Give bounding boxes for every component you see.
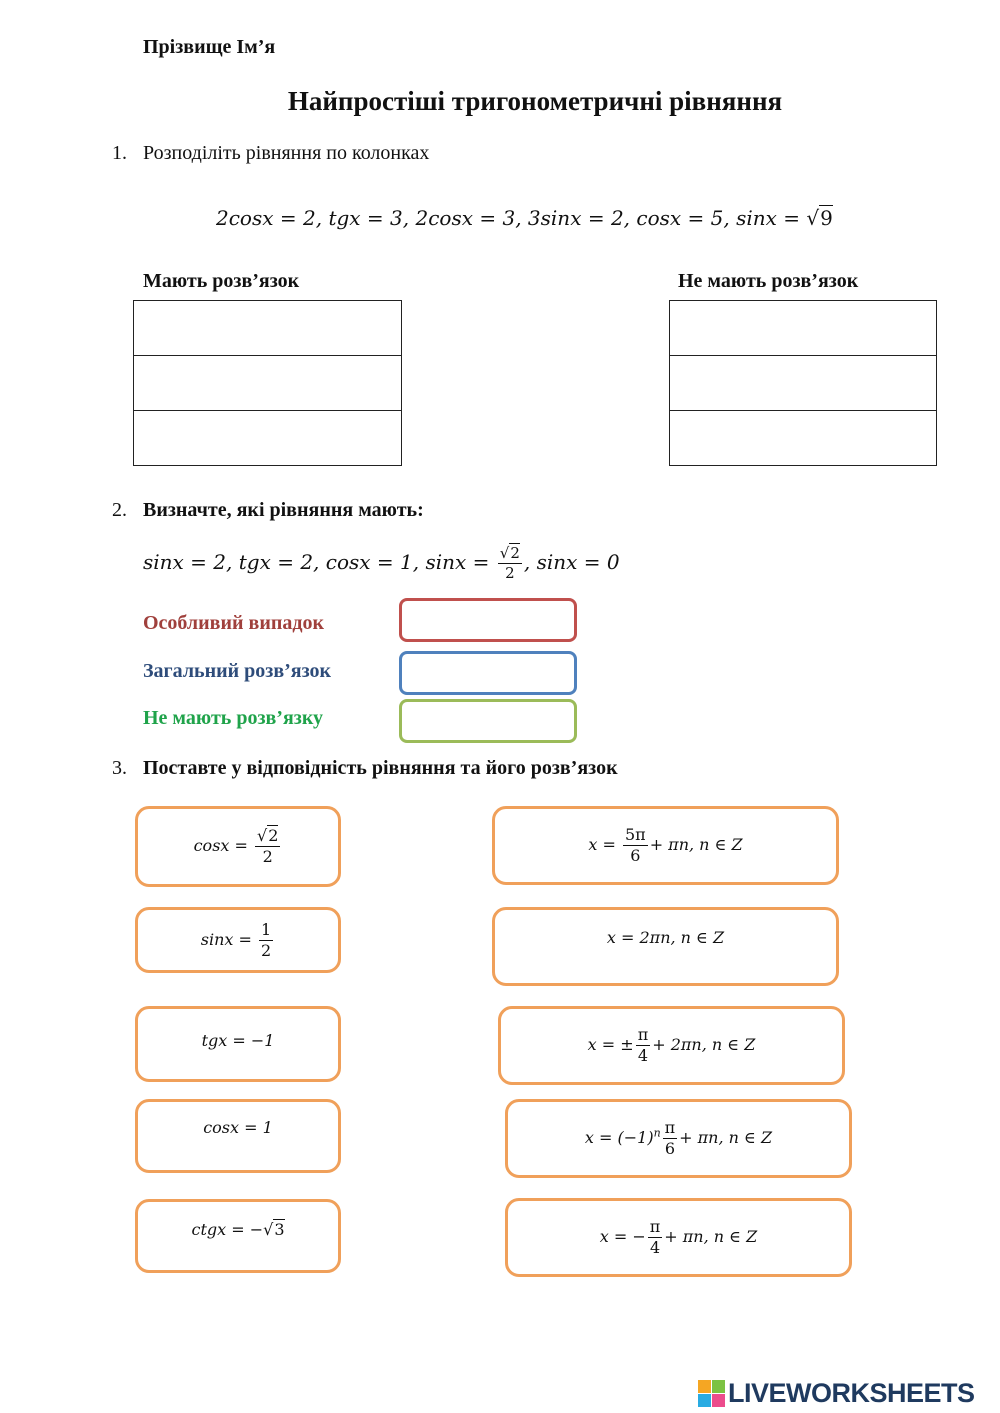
task2-eq4-num: 2 [510, 544, 520, 562]
category-special-case: Особливий випадок [143, 612, 325, 634]
equation-sinx-half [200, 919, 275, 960]
task3-number: 3. [112, 757, 127, 779]
no-solution-slot-2[interactable] [669, 355, 937, 411]
task1-eq6 [736, 205, 833, 230]
equation-tgx-minus-1: tgx = −1 [201, 1031, 275, 1050]
solution-card-1[interactable] [492, 806, 839, 885]
l1-num: 2 [268, 826, 279, 845]
l5-left: ctgx = − [191, 1220, 264, 1239]
equation-card-3[interactable] [135, 1006, 341, 1082]
no-solution-slot-3[interactable] [669, 410, 937, 466]
task2-eq4-den: 2 [505, 564, 515, 582]
equation-cosx-sqrt2-over-2 [194, 828, 283, 865]
category-general-solution: Загальний розв’язок [143, 660, 332, 682]
task1-number: 1. [112, 142, 127, 164]
r3-num: π [637, 1025, 649, 1044]
has-solution-slot-3[interactable] [133, 410, 402, 466]
solution-card-2[interactable] [492, 907, 839, 986]
r3-den: 4 [637, 1046, 649, 1065]
r5-num: π [649, 1217, 661, 1236]
no-solution-drop-box[interactable] [399, 699, 577, 743]
solution-minus1-pow-n-pi-over-6 [585, 1120, 772, 1157]
column-header-no-solution: Не мають розв’язок [678, 270, 859, 292]
r5-den: 4 [649, 1238, 661, 1257]
task1-eq3: 2cosx = 3, [415, 206, 522, 230]
fraction [648, 1219, 663, 1256]
l2-left: sinx = [200, 929, 258, 949]
brand-name: LIVEWORKSHEETS [728, 1377, 975, 1408]
equation-cosx-1: cosx = 1 [203, 1118, 273, 1137]
solution-card-4[interactable] [505, 1099, 852, 1178]
task2-number: 2. [112, 499, 127, 521]
equation-ctgx-minus-sqrt3: ctgx = −√3 [191, 1220, 285, 1239]
task2-eq4-left: sinx = [425, 550, 496, 574]
r5-left: x = − [599, 1227, 646, 1246]
task3-instruction: Поставте у відповідність рівняння та його розв’язок [143, 757, 618, 779]
task2-eq2: tgx = 2, [238, 550, 320, 574]
fraction [663, 1120, 678, 1157]
fraction [259, 919, 273, 960]
equation-card-1[interactable] [135, 806, 341, 887]
task2-eq5: , sinx = 0 [523, 550, 620, 574]
r1-num: 5π [624, 825, 646, 844]
r4-sup: n [653, 1126, 661, 1140]
solution-card-3[interactable] [498, 1006, 845, 1085]
general-solution-drop-box[interactable] [399, 651, 577, 695]
solution-plusminus-pi-over-4 [588, 1027, 756, 1064]
task1-instruction: Розподіліть рівняння по колонках [143, 142, 430, 164]
has-solution-slot-1[interactable] [133, 300, 402, 356]
r3-left: x = ± [587, 1035, 634, 1054]
page-title: Найпростіші тригонометричні рівняння [287, 86, 783, 116]
r4-num: π [664, 1118, 676, 1137]
l2-den: 2 [261, 940, 272, 960]
task2-instruction: Визначте, які рівняння мають: [143, 499, 424, 521]
equation-card-2[interactable] [135, 907, 341, 973]
task1-eq6-sqrt-arg: 9 [820, 206, 833, 230]
no-solution-slot-1[interactable] [669, 300, 937, 356]
l5-sqrt: 3 [274, 1220, 285, 1239]
l1-left: cosx = [193, 836, 253, 855]
task2-eq3: cosx = 1, [325, 550, 420, 574]
special-case-drop-box[interactable] [399, 598, 577, 642]
equation-card-5[interactable] [135, 1199, 341, 1273]
solution-minus-pi-over-4 [600, 1219, 757, 1256]
r4-den: 6 [664, 1139, 675, 1158]
fraction: $\frac{√2}{2}$ [257, 826, 279, 866]
r4-right: + πn, n ∈ Z [679, 1128, 773, 1147]
category-no-solution: Не мають розв’язку [143, 707, 324, 729]
has-solution-slot-2[interactable] [133, 355, 402, 411]
task1-eq1: 2cosx = 2, [216, 206, 323, 230]
r1-right: + πn, n ∈ Z [649, 835, 743, 854]
task2-eq1: sinx = 2, [143, 550, 239, 574]
solution-2pin: x = 2πn, n ∈ Z [606, 928, 725, 947]
task2-equations [143, 546, 620, 581]
r3-right: + 2πn, n ∈ Z [652, 1035, 756, 1054]
fraction [636, 1027, 651, 1064]
liveworksheets-logo [698, 1378, 975, 1408]
sqrt-sign: √ [806, 206, 820, 230]
r1-left: x = [588, 835, 621, 854]
r5-right: + πn, n ∈ Z [664, 1227, 758, 1246]
equation-card-4[interactable] [135, 1099, 341, 1173]
fraction [623, 827, 648, 864]
task1-eq6-left: sinx = [736, 206, 807, 230]
task1-equations [216, 206, 833, 230]
r4-left: x = (−1) [584, 1128, 654, 1147]
task1-eq4: 3sinx = 2, [527, 206, 631, 230]
task2-eq4 [425, 544, 523, 582]
column-header-has-solution: Мають розв’язок [143, 270, 300, 292]
l1-den: 2 [262, 847, 273, 866]
logo-mark-icon [698, 1380, 725, 1407]
task1-eq5: cosx = 5, [636, 206, 730, 230]
name-label: Прізвище Ім’я [143, 36, 276, 58]
solution-5pi-over-6 [588, 827, 742, 864]
l2-num: 1 [261, 919, 272, 939]
task1-eq2: tgx = 3, [328, 206, 410, 230]
fraction: $\frac{√2}{2}$ [499, 544, 520, 582]
solution-card-5[interactable] [505, 1198, 852, 1277]
r1-den: 6 [630, 846, 641, 865]
